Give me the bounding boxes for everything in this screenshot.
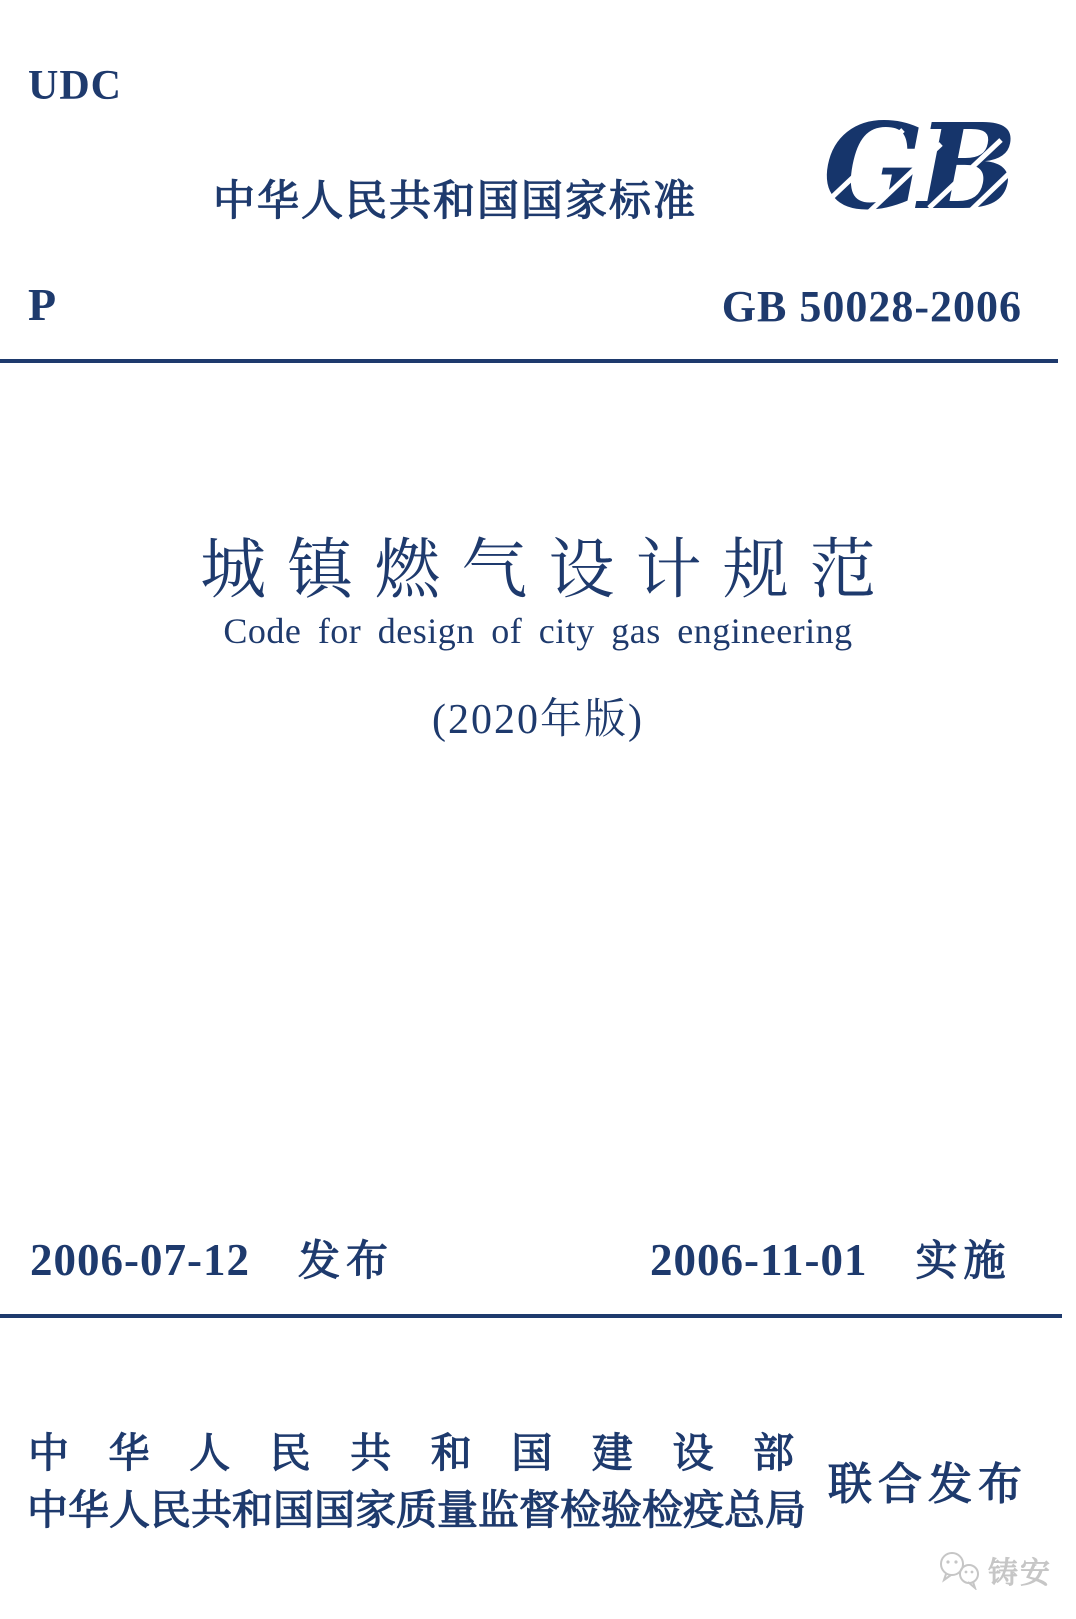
joint-issue-label: 联合发布 xyxy=(828,1460,1022,1509)
watermark-text: 铸安 xyxy=(988,1557,1052,1590)
udc-label: UDC xyxy=(28,63,122,109)
issue-date-group xyxy=(30,1228,394,1288)
implement-date: 2006-11-01 xyxy=(650,1235,868,1285)
publisher-quality-bureau: 中华人民共和国国家质量监督检验检疫总局 xyxy=(27,1487,806,1533)
watermark xyxy=(936,1548,1052,1592)
national-standard-header: 中华人民共和国国家标准 xyxy=(213,177,698,224)
title-chinese: 城镇燃气设计规范 xyxy=(200,534,898,607)
bottom-divider-line xyxy=(0,1314,1062,1318)
publisher-ministry: 中华人民共和国建设部 xyxy=(28,1430,794,1476)
gb-standard-logo-icon xyxy=(821,116,1021,220)
issue-label: 发布 xyxy=(297,1237,394,1284)
doc-class-letter: P xyxy=(28,279,57,330)
top-divider-line xyxy=(0,359,1058,363)
svg-text:GB: GB xyxy=(823,116,1012,220)
implement-label: 实施 xyxy=(915,1237,1012,1284)
chat-bubbles-icon xyxy=(936,1550,982,1590)
edition-label: (2020年版) xyxy=(432,697,644,743)
implement-date-group xyxy=(650,1228,1012,1288)
title-english: Code for design of city gas engineering xyxy=(223,611,853,651)
issue-date: 2006-07-12 xyxy=(30,1235,250,1285)
standard-number: GB 50028-2006 xyxy=(721,282,1022,331)
